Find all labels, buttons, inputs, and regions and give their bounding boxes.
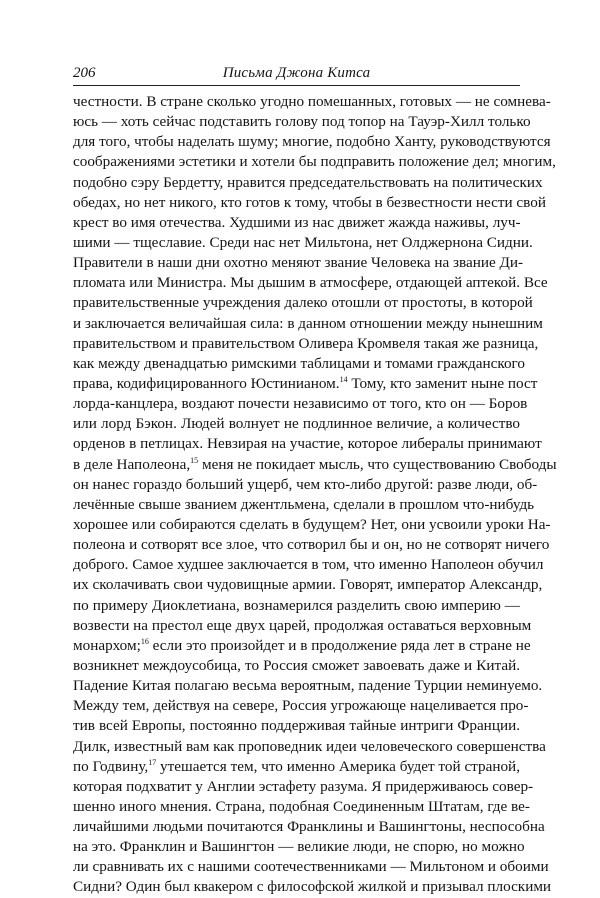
text-line — [73, 434, 542, 454]
text-line — [73, 455, 557, 475]
page-header — [73, 63, 520, 86]
text-line — [73, 112, 531, 132]
text-line — [73, 414, 520, 434]
text-line — [73, 273, 548, 293]
line-text: личайшими людьми почитаются Франклины и Вашингтоны, неспособна — [73, 818, 545, 836]
line-text: хорошее или собираются сделать в будущем? Нет, они усвоили уроки На- — [73, 515, 551, 533]
text-line — [73, 213, 520, 233]
line-text: Сидни? Один был квакером с философской жилкой и призывал плоскими — [73, 878, 552, 896]
footnote-marker: 14 — [339, 374, 348, 384]
line-text: ли сравнивать их с нашими соотечественниками — Мильтоном и обоими — [73, 858, 549, 876]
text-line — [73, 535, 550, 555]
line-text: соображениями эстетики и хотели бы подправить положение дел; многим, — [73, 153, 556, 171]
line-text: правительственные учреждения далеко отошли от простоты, в которой — [73, 294, 533, 312]
text-line — [73, 837, 525, 857]
text-line — [73, 132, 551, 152]
line-text-continued: меня не покидает мысль, что существованию Свободы — [198, 455, 557, 473]
line-text: полеона и сотворят все злое, что сотворил бы и он, но не сотворят ничего — [73, 536, 550, 554]
running-title: Письма Джона Китса — [222, 65, 371, 81]
text-line — [73, 737, 546, 757]
line-text: права, кодифицированного Юстинианом. — [73, 374, 340, 392]
line-text: которая подхватит у Англии эстафету разума. Я придерживаюсь совер- — [73, 777, 534, 795]
footnote-marker: 17 — [148, 757, 157, 767]
line-text-continued: Тому, кто заменит ныне пост — [347, 374, 538, 392]
line-text: орденов в петлицах. Невзирая на участие, которое либералы принимают — [73, 435, 542, 453]
text-line — [73, 817, 545, 837]
text-line — [73, 636, 531, 656]
line-text: Дилк, известный вам как проповедник идеи человеческого совершенства — [73, 737, 546, 755]
text-line — [73, 233, 533, 253]
text-line — [73, 877, 552, 897]
line-text: шенно иного мнения. Страна, подобная Соединенным Штатам, где ве- — [73, 797, 530, 815]
text-line — [73, 777, 534, 797]
line-text: как между двенадцатью римскими таблицами и томами гражданского — [73, 354, 525, 372]
text-line — [73, 696, 529, 716]
text-line — [73, 656, 520, 676]
text-line — [73, 575, 543, 595]
line-text: возвести на престол еще двух царей, продолжая оставаться верховным — [73, 616, 532, 634]
line-text: монархом; — [73, 636, 141, 654]
footnote-marker: 16 — [140, 636, 149, 646]
line-text: обедах, но нет никого, кто готов к тому, чтобы в безвестности нести свой — [73, 193, 546, 211]
line-text: по Годвину, — [73, 757, 149, 775]
text-line — [73, 173, 543, 193]
line-text: или лорд Бэкон. Людей волнует не подлинное величие, а количество — [73, 415, 520, 433]
line-text: Между тем, действуя на севере, Россия угрожающе нацеливается про- — [73, 697, 529, 715]
text-line — [73, 314, 543, 334]
line-text: Падение Китая полагаю весьма вероятным, падение Турции неминуемо. — [73, 677, 543, 695]
text-line — [73, 857, 549, 877]
line-text: шими — тщеславие. Среди нас нет Мильтона, нет Олджернона Сидни. — [73, 233, 533, 251]
line-text: для того, чтобы наделать шуму; многие, подобно Ханту, руководствуются — [73, 133, 551, 151]
text-line — [73, 515, 551, 535]
line-text: пломата или Министра. Мы дышим в атмосфере, отдающей аптекой. Все — [73, 274, 548, 292]
text-line — [73, 354, 525, 374]
line-text: он нанес гораздо больший ущерб, чем кто-либо другой: разве люди, об- — [73, 475, 538, 493]
text-line — [73, 374, 538, 394]
body-text — [73, 92, 557, 898]
text-line — [73, 716, 520, 736]
text-line — [73, 555, 544, 575]
line-text: на это. Франклин и Вашингтон — великие люди, не спорю, но можно — [73, 838, 525, 856]
text-line — [73, 797, 530, 817]
text-line — [73, 495, 535, 515]
page-number: 206 — [73, 65, 96, 81]
line-text: в деле Наполеона, — [73, 455, 191, 473]
text-line — [73, 596, 520, 616]
line-text: правительством и правительством Оливера Кромвеля такая же разница, — [73, 334, 539, 352]
line-text: юсь — хоть сейчас подставить голову под топор на Тауэр-Хилл только — [73, 113, 531, 131]
line-text: их сколачивать свои чудовищные армии. Говорят, император Александр, — [73, 576, 543, 594]
text-line — [73, 253, 524, 273]
text-line — [73, 475, 538, 495]
text-line — [73, 757, 520, 777]
line-text-continued: если это произойдет и в продолжение ряда лет в стране не — [148, 636, 531, 654]
footnote-marker: 15 — [190, 455, 199, 465]
text-line — [73, 293, 533, 313]
text-line — [73, 676, 543, 696]
line-text: и заключается величайшая сила: в данном отношении между нынешним — [73, 314, 543, 332]
line-text: подобно сэру Бердетту, нравится председательствовать на политических — [73, 173, 543, 191]
text-line — [73, 616, 532, 636]
line-text: Правители в наши дни охотно меняют звание Человека на звание Ди- — [73, 254, 524, 272]
line-text: лорда-канцлера, воздают почести независимо от того, кто он — Боров — [73, 395, 528, 413]
line-text: возникнет междоусобица, то Россия сможет завоевать даже и Китай. — [73, 656, 520, 674]
text-line — [73, 152, 556, 172]
line-text: тив всей Европы, постоянно поддерживая тайные интриги Франции. — [73, 717, 520, 735]
text-line — [73, 193, 546, 213]
text-line — [73, 92, 551, 112]
line-text: лечённые свыше званием джентльмена, сделали в прошлом что-нибудь — [73, 495, 535, 513]
text-line — [73, 334, 539, 354]
line-text: доброго. Самое худшее заключается в том, что именно Наполеон обучил — [73, 556, 544, 574]
line-text: честности. В стране сколько угодно помешанных, готовых — не сомнева- — [73, 93, 551, 110]
line-text: по примеру Диоклетиана, вознамерился разделить свою империю — — [73, 596, 520, 614]
text-line — [73, 394, 528, 414]
line-text: крест во имя отечества. Худшими из нас движет жажда наживы, луч- — [73, 213, 521, 231]
line-text-continued: утешается тем, что именно Америка будет той страной, — [156, 757, 520, 775]
